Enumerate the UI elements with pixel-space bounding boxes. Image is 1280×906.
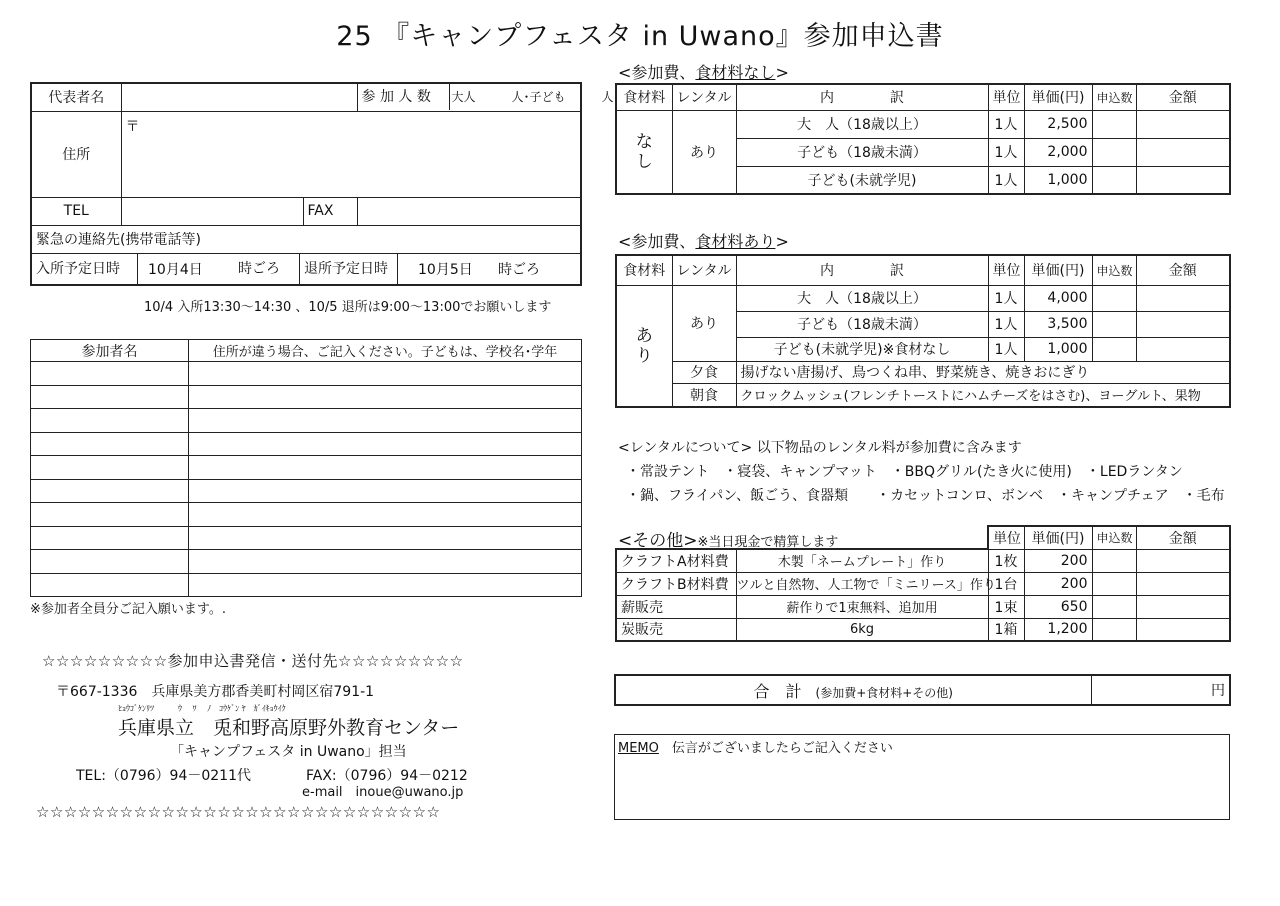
other-heading: <その他>※当日現金で精算します (618, 531, 839, 551)
participant-address-cell[interactable] (189, 573, 582, 597)
food-flag: あ り (616, 285, 672, 407)
other-unit: 1箱 (988, 618, 1024, 641)
fee-price: 3,500 (1024, 311, 1092, 337)
fee-amount[interactable] (1136, 138, 1230, 166)
col-header: 単価(円) (1024, 84, 1092, 110)
other-unit: 1枚 (988, 549, 1024, 572)
address-label: 住所 (31, 111, 121, 197)
other-item-desc: 6kg (736, 618, 988, 641)
other-item-desc: 木製「ネームプレート」作り (736, 549, 988, 572)
col-header: 単位 (988, 84, 1024, 110)
participant-name-cell[interactable] (31, 479, 189, 503)
other-amount[interactable] (1136, 618, 1230, 641)
rental-heading: <レンタルについて> 以下物品のレンタル料が参加費に含みます (618, 440, 1022, 456)
other-price: 1,200 (1024, 618, 1092, 641)
memo-label: MEMO (618, 741, 659, 756)
col-header: 金額 (1136, 84, 1230, 110)
rep-field[interactable] (121, 83, 357, 111)
col-header: 単位 (988, 526, 1024, 549)
participant-name-cell[interactable] (31, 503, 189, 527)
org-name: 兵庫県立 兎和野高原野外教育センター (118, 717, 460, 739)
fee-unit: 1人 (988, 337, 1024, 361)
other-qty[interactable] (1092, 572, 1136, 595)
other-amount[interactable] (1136, 572, 1230, 595)
fee-qty[interactable] (1092, 311, 1136, 337)
participant-address-cell[interactable] (189, 550, 582, 574)
other-qty[interactable] (1092, 549, 1136, 572)
memo-text: 伝言がございましたらご記入ください (671, 741, 893, 756)
other-item-desc: ツルと自然物、人工物で「ミニリース」作り (736, 572, 988, 595)
participant-address-cell[interactable] (189, 362, 582, 386)
participant-address-cell[interactable] (189, 503, 582, 527)
other-item-name: 炭販売 (616, 618, 736, 641)
col-header: 食材料 (616, 84, 672, 110)
fee-qty[interactable] (1092, 285, 1136, 311)
col-header: 申込数 (1092, 526, 1136, 549)
fee-qty[interactable] (1092, 337, 1136, 361)
other-item-name: クラフトA材料費 (616, 549, 736, 572)
other-unit: 1台 (988, 572, 1024, 595)
fee-amount[interactable] (1136, 337, 1230, 361)
participant-name-cell[interactable] (31, 526, 189, 550)
fee-amount[interactable] (1136, 311, 1230, 337)
col-header: 申込数 (1092, 84, 1136, 110)
memo-box[interactable] (614, 734, 1230, 820)
col-header: 内 訳 (736, 84, 988, 110)
dept-name: 「キャンプフェスタ in Uwano」担当 (170, 744, 407, 760)
total-amount-field[interactable]: 円 (1091, 675, 1230, 705)
other-qty[interactable] (1092, 618, 1136, 641)
participant-name-cell[interactable] (31, 385, 189, 409)
fee-item: 子ども（18歳未満） (736, 138, 988, 166)
fee-item: 子ども(未就学児)※食材なし (736, 337, 988, 361)
col-header: レンタル (672, 84, 736, 110)
participant-address-cell[interactable] (189, 409, 582, 433)
fee-qty[interactable] (1092, 110, 1136, 138)
other-price: 650 (1024, 595, 1092, 618)
fee-amount[interactable] (1136, 285, 1230, 311)
fax-label: FAX (303, 197, 357, 225)
participant-address-cell[interactable] (189, 456, 582, 480)
org-ruby: ﾋｮｳｺﾞｹﾝﾘﾂ ｳ ﾜ ﾉ ｺｳｹﾞﾝ ﾔ ｶﾞｲｷｮｳｲｸ (118, 704, 286, 713)
fee-qty[interactable] (1092, 166, 1136, 194)
col-header: 食材料 (616, 255, 672, 285)
participant-address-cell[interactable] (189, 432, 582, 456)
fee-price: 1,000 (1024, 166, 1092, 194)
contact-tel: TEL:（0796）94－0211代 (76, 768, 251, 784)
other-amount[interactable] (1136, 595, 1230, 618)
fee-unit: 1人 (988, 166, 1024, 194)
breakfast-label: 朝食 (672, 383, 736, 407)
other-price: 200 (1024, 572, 1092, 595)
fee-item: 子ども(未就学児) (736, 166, 988, 194)
fee-price: 2,500 (1024, 110, 1092, 138)
participant-address-cell[interactable] (189, 385, 582, 409)
col-header: 金額 (1136, 255, 1230, 285)
rental-line-1: ・常設テント ・寝袋、キャンプマット ・BBQグリル(たき火に使用) ・LEDランタン (626, 464, 1183, 480)
contact-email[interactable]: e-mail inoue@uwano.jp (302, 785, 464, 800)
participant-name-cell[interactable] (31, 456, 189, 480)
checkout-time[interactable]: 時ごろ (498, 261, 540, 278)
postal-mark: 〒 (125, 118, 140, 135)
rental-line-2: ・鍋、フライパン、飯ごう、食器類 ・カセットコンロ、ボンベ ・キャンプチェア ・毛布 (626, 488, 1225, 504)
count-label: 参 加 人 数 (358, 84, 450, 110)
fee-no-food-table (615, 83, 1231, 195)
participant-name-cell[interactable] (31, 362, 189, 386)
fee-qty[interactable] (1092, 138, 1136, 166)
rep-label: 代表者名 (31, 83, 121, 111)
fee-unit: 1人 (988, 110, 1024, 138)
count-field[interactable]: 大人 人･子ども 人 (451, 90, 614, 105)
fee-price: 2,000 (1024, 138, 1092, 166)
checkout-date[interactable]: 10月5日 (418, 261, 473, 278)
other-amount[interactable] (1136, 549, 1230, 572)
other-table (615, 525, 1231, 642)
fee-unit: 1人 (988, 138, 1024, 166)
fee-price: 4,000 (1024, 285, 1092, 311)
checkin-label: 入所予定日時 (32, 254, 138, 284)
other-item-desc: 薪作りで1束無料、追加用 (736, 595, 988, 618)
dinner-menu: 揚げない唐揚げ、鳥つくね串、野菜焼き、焼きおにぎり (736, 361, 1230, 383)
fee-item: 大 人（18歳以上） (736, 285, 988, 311)
checkin-date[interactable]: 10月4日 (148, 261, 203, 278)
fee-food-heading: <参加費、食材料あり> (618, 232, 789, 251)
food-flag: な し (616, 110, 672, 194)
fee-price: 1,000 (1024, 337, 1092, 361)
contact-fax: FAX:（0796）94－0212 (306, 768, 468, 784)
col-header: 申込数 (1092, 255, 1136, 285)
dinner-label: 夕食 (672, 361, 736, 383)
rental-flag: あり (672, 110, 736, 194)
col-header: 単位 (988, 255, 1024, 285)
other-item-name: クラフトB材料費 (616, 572, 736, 595)
col-header: 金額 (1136, 526, 1230, 549)
total-label: 合 計 (参加費+食材料+その他) (615, 675, 1091, 705)
breakfast-menu: クロックムッシュ(フレンチトーストにハムチーズをはさむ)、ヨーグルト、果物 (736, 383, 1230, 407)
col-header: レンタル (672, 255, 736, 285)
other-price: 200 (1024, 549, 1092, 572)
participant-name-cell[interactable] (31, 409, 189, 433)
checkin-time[interactable]: 時ごろ (238, 254, 300, 284)
participant-address-header: 住所が違う場合、ご記入ください。子どもは、学校名･学年 (189, 340, 582, 362)
fee-item: 子ども（18歳未満） (736, 311, 988, 337)
other-unit: 1束 (988, 595, 1024, 618)
col-header: 内 訳 (736, 255, 988, 285)
tel-label: TEL (31, 197, 121, 225)
participant-address-cell[interactable] (189, 526, 582, 550)
fee-unit: 1人 (988, 285, 1024, 311)
col-header: 単価(円) (1024, 255, 1092, 285)
page-title: 25 『キャンプフェスタ in Uwano』参加申込書 (336, 21, 944, 52)
other-qty[interactable] (1092, 595, 1136, 618)
contact-address: 〒667-1336 兵庫県美方郡香美町村岡区宿791-1 (56, 684, 375, 700)
participant-name-cell[interactable] (31, 573, 189, 597)
participant-name-cell[interactable] (31, 550, 189, 574)
applicant-table (30, 82, 614, 286)
total-table (614, 674, 1231, 706)
participant-address-cell[interactable] (189, 479, 582, 503)
rental-flag: あり (672, 285, 736, 361)
checkout-label: 退所予定日時 (300, 254, 398, 284)
fee-unit: 1人 (988, 311, 1024, 337)
other-item-name: 薪販売 (616, 595, 736, 618)
participant-name-header: 参加者名 (31, 340, 189, 362)
col-header: 単価(円) (1024, 526, 1092, 549)
contact-header: ☆☆☆☆☆☆☆☆☆参加申込書発信・送付先☆☆☆☆☆☆☆☆☆ (42, 652, 464, 670)
fax-field[interactable] (357, 197, 581, 225)
emergency-label[interactable]: 緊急の連絡先(携帯電話等) (31, 225, 581, 253)
fee-food-table (615, 254, 1231, 408)
participants-note: ※参加者全員分ご記入願います。. (30, 602, 226, 617)
fee-item: 大 人（18歳以上） (736, 110, 988, 138)
fee-amount[interactable] (1136, 110, 1230, 138)
participant-name-cell[interactable] (31, 432, 189, 456)
fee-amount[interactable] (1136, 166, 1230, 194)
time-note: 10/4 入所13:30～14:30 、10/5 退所は9:00～13:00でお願いします (144, 300, 552, 315)
participants-table (30, 339, 582, 597)
tel-field[interactable] (121, 197, 303, 225)
address-field[interactable] (121, 111, 581, 197)
contact-footer: ☆☆☆☆☆☆☆☆☆☆☆☆☆☆☆☆☆☆☆☆☆☆☆☆☆☆☆☆☆ (36, 803, 441, 821)
fee-no-food-heading: <参加費、食材料なし> (618, 63, 789, 82)
